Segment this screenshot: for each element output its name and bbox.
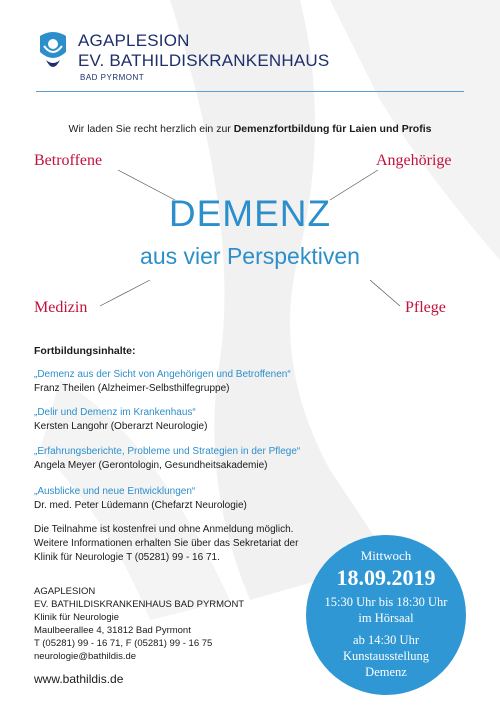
perspective-angehoerige: Angehörige <box>376 152 452 169</box>
info-line: Die Teilnahme ist kostenfrei und ohne Anmeldung möglich. <box>34 524 294 535</box>
address-line: AGAPLESION <box>34 586 96 597</box>
perspective-pflege: Pflege <box>405 299 446 316</box>
contact-address <box>34 585 244 663</box>
perspective-betroffene: Betroffene <box>34 152 103 169</box>
event-weekday: Mittwoch <box>360 548 412 563</box>
content-item <box>34 485 247 513</box>
contents-heading: Fortbildungsinhalte: <box>34 345 136 357</box>
content-topic: „Demenz aus der Sicht von Angehörigen und Betroffenen“ <box>34 369 291 380</box>
website-link[interactable]: www.bathildis.de <box>34 672 124 686</box>
content-item <box>34 368 291 396</box>
content-speaker: Angela Meyer (Gerontologin, Gesundheitsakademie) <box>34 460 268 471</box>
content-topic: „Ausblicke und neue Entwicklungen“ <box>34 486 196 497</box>
content-topic: „Delir und Demenz im Krankenhaus“ <box>34 407 196 418</box>
content-speaker: Dr. med. Peter Lüdemann (Chefarzt Neurologie) <box>34 500 247 511</box>
event-time: 15:30 Uhr bis 18:30 Uhr <box>324 595 448 609</box>
invitation-emphasis: Demenzfortbildung für Laien und Profis <box>233 123 432 135</box>
event-date-circle <box>306 535 466 695</box>
event-location: im Hörsaal <box>358 611 414 625</box>
event-date: 18.09.2019 <box>336 565 436 590</box>
content-speaker: Franz Theilen (Alzheimer-Selbsthilfegruppe) <box>34 383 230 394</box>
invitation-prefix: Wir laden Sie recht herzlich ein zur <box>68 123 234 135</box>
address-line: T (05281) 99 - 16 71, F (05281) 99 - 16 75 <box>34 638 213 649</box>
content-item <box>34 406 207 434</box>
content-item <box>34 445 300 473</box>
event-exhibition-topic: Demenz <box>365 665 407 679</box>
org-name-hospital: EV. BATHILDISKRANKENHAUS <box>78 51 330 70</box>
page-subtitle: aus vier Perspektiven <box>140 243 360 269</box>
email-link[interactable]: neurologie@bathildis.de <box>34 651 137 662</box>
content-speaker: Kersten Langohr (Oberarzt Neurologie) <box>34 421 208 432</box>
address-line: EV. BATHILDISKRANKENHAUS BAD PYRMONT <box>34 599 245 610</box>
info-line: Weitere Informationen erhalten Sie über das Sekretariat der <box>34 538 299 549</box>
perspective-medizin: Medizin <box>34 299 88 316</box>
org-name: AGAPLESION <box>78 31 190 50</box>
content-topic: „Erfahrungsberichte, Probleme und Strategien in der Pflege“ <box>34 446 301 457</box>
event-extra-time: ab 14:30 Uhr <box>353 633 419 647</box>
info-line: Klinik für Neurologie T (05281) 99 - 16 71. <box>34 552 220 563</box>
address-line: Maulbeerallee 4, 31812 Bad Pyrmont <box>34 625 191 636</box>
page-title: DEMENZ <box>168 193 332 234</box>
address-line: Klinik für Neurologie <box>34 612 120 623</box>
event-exhibition: Kunstausstellung <box>342 649 430 663</box>
participation-info <box>34 523 324 565</box>
org-location: BAD PYRMONT <box>80 73 145 82</box>
